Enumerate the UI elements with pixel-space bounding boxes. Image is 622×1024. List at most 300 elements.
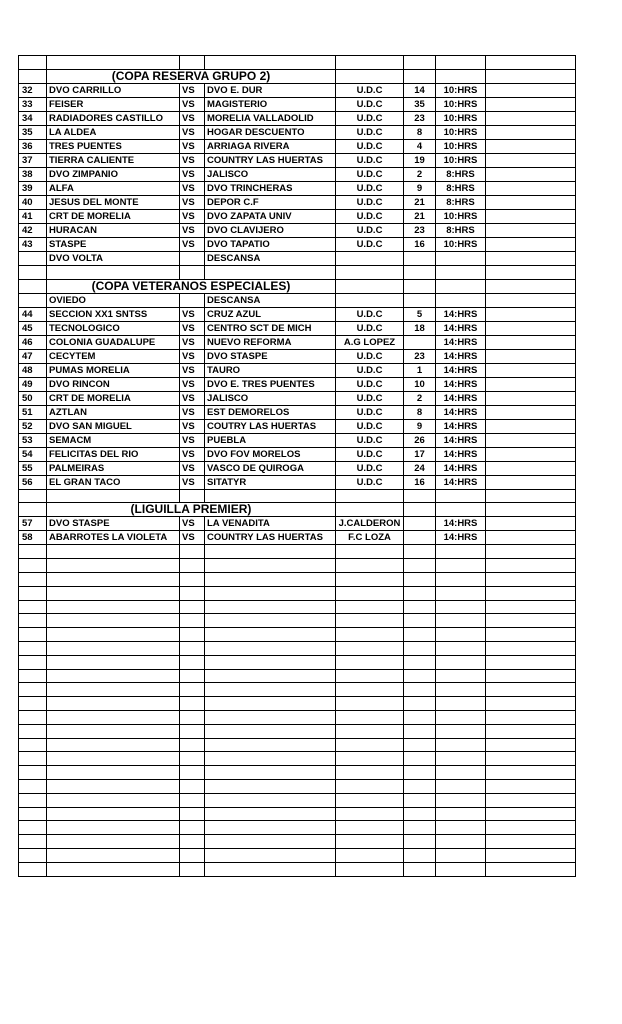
kickoff-time: 14:HRS	[436, 335, 486, 349]
empty-cell	[180, 724, 205, 738]
empty-cell	[205, 848, 336, 862]
empty-cell	[404, 503, 436, 517]
empty-cell	[336, 766, 404, 780]
notes-cell	[486, 209, 576, 223]
notes-cell	[486, 125, 576, 139]
away-team: JALISCO	[205, 391, 336, 405]
field-number: 14	[404, 83, 436, 97]
section-title: (COPA VETERANOS ESPECIALES)	[47, 279, 336, 293]
match-number: 54	[19, 447, 47, 461]
empty-cell	[180, 586, 205, 600]
field-number: 23	[404, 223, 436, 237]
field-number	[404, 293, 436, 307]
away-team: DESCANSA	[205, 251, 336, 265]
away-team: DVO ZAPATA UNIV	[205, 209, 336, 223]
empty-cell	[436, 669, 486, 683]
notes-cell	[486, 377, 576, 391]
home-team: DVO STASPE	[47, 517, 180, 531]
away-team: SITATYR	[205, 475, 336, 489]
empty-cell	[404, 628, 436, 642]
empty-cell	[19, 779, 47, 793]
empty-cell	[486, 697, 576, 711]
home-team: LA ALDEA	[47, 125, 180, 139]
match-number: 37	[19, 153, 47, 167]
empty-cell	[205, 683, 336, 697]
empty-cell	[205, 614, 336, 628]
match-number: 42	[19, 223, 47, 237]
empty-cell	[404, 279, 436, 293]
empty-cell	[336, 614, 404, 628]
kickoff-time	[436, 251, 486, 265]
empty-cell	[336, 503, 404, 517]
empty-cell	[47, 807, 180, 821]
match-row	[19, 419, 576, 433]
vs-label: VS	[180, 391, 205, 405]
match-row	[19, 195, 576, 209]
empty-cell	[404, 683, 436, 697]
match-row	[19, 97, 576, 111]
empty-cell	[336, 821, 404, 835]
blank-row	[19, 628, 576, 642]
notes-cell	[486, 391, 576, 405]
kickoff-time: 14:HRS	[436, 349, 486, 363]
venue: U.D.C	[336, 181, 404, 195]
notes-cell	[486, 405, 576, 419]
vs-label: VS	[180, 153, 205, 167]
kickoff-time: 14:HRS	[436, 433, 486, 447]
empty-cell	[19, 669, 47, 683]
empty-cell	[336, 600, 404, 614]
empty-cell	[180, 265, 205, 279]
away-team: NUEVO REFORMA	[205, 335, 336, 349]
home-team: TIERRA CALIENTE	[47, 153, 180, 167]
empty-cell	[205, 265, 336, 279]
match-number: 33	[19, 97, 47, 111]
empty-cell	[205, 779, 336, 793]
empty-cell	[180, 710, 205, 724]
empty-cell	[436, 559, 486, 573]
blank-row	[19, 572, 576, 586]
kickoff-time: 14:HRS	[436, 447, 486, 461]
empty-cell	[47, 545, 180, 559]
blank-row	[19, 559, 576, 573]
section-title: (LIGUILLA PREMIER)	[47, 503, 336, 517]
empty-cell	[19, 697, 47, 711]
notes-cell	[486, 139, 576, 153]
blank-row	[19, 738, 576, 752]
match-row	[19, 209, 576, 223]
field-number: 5	[404, 307, 436, 321]
blank-row	[19, 56, 576, 70]
field-number: 24	[404, 461, 436, 475]
match-row	[19, 167, 576, 181]
empty-cell	[404, 779, 436, 793]
match-row	[19, 517, 576, 531]
empty-cell	[436, 572, 486, 586]
field-number: 9	[404, 419, 436, 433]
empty-cell	[19, 655, 47, 669]
kickoff-time: 14:HRS	[436, 475, 486, 489]
field-number: 9	[404, 181, 436, 195]
notes-cell	[486, 475, 576, 489]
venue: U.D.C	[336, 349, 404, 363]
match-number: 44	[19, 307, 47, 321]
empty-cell	[404, 600, 436, 614]
match-number: 49	[19, 377, 47, 391]
match-row	[19, 405, 576, 419]
empty-cell	[180, 807, 205, 821]
empty-cell	[436, 766, 486, 780]
venue: U.D.C	[336, 83, 404, 97]
empty-cell	[180, 628, 205, 642]
empty-cell	[336, 710, 404, 724]
empty-cell	[205, 628, 336, 642]
match-number: 52	[19, 419, 47, 433]
venue: U.D.C	[336, 195, 404, 209]
vs-label: VS	[180, 139, 205, 153]
away-team: DVO FOV MORELOS	[205, 447, 336, 461]
empty-cell	[404, 655, 436, 669]
empty-cell	[205, 793, 336, 807]
vs-label: VS	[180, 181, 205, 195]
home-team: HURACAN	[47, 223, 180, 237]
venue: U.D.C	[336, 391, 404, 405]
home-team: ABARROTES LA VIOLETA	[47, 531, 180, 545]
notes-cell	[486, 349, 576, 363]
field-number: 16	[404, 475, 436, 489]
away-team: COUNTRY LAS HUERTAS	[205, 531, 336, 545]
empty-cell	[205, 586, 336, 600]
away-team: DESCANSA	[205, 293, 336, 307]
blank-row	[19, 862, 576, 876]
empty-cell	[486, 489, 576, 503]
empty-cell	[19, 586, 47, 600]
home-team: DVO ZIMPANIO	[47, 167, 180, 181]
notes-cell	[486, 153, 576, 167]
kickoff-time: 10:HRS	[436, 83, 486, 97]
home-team: ALFA	[47, 181, 180, 195]
home-team: RADIADORES CASTILLO	[47, 111, 180, 125]
match-row	[19, 251, 576, 265]
empty-cell	[336, 279, 404, 293]
venue	[336, 293, 404, 307]
kickoff-time	[436, 293, 486, 307]
match-row	[19, 293, 576, 307]
empty-cell	[205, 559, 336, 573]
vs-label: VS	[180, 377, 205, 391]
match-number: 38	[19, 167, 47, 181]
home-team: DVO CARRILLO	[47, 83, 180, 97]
vs-label: VS	[180, 167, 205, 181]
empty-cell	[205, 724, 336, 738]
blank-row	[19, 779, 576, 793]
empty-cell	[19, 766, 47, 780]
empty-cell	[180, 614, 205, 628]
empty-cell	[19, 614, 47, 628]
vs-label: VS	[180, 209, 205, 223]
empty-cell	[180, 793, 205, 807]
empty-cell	[180, 669, 205, 683]
empty-cell	[486, 69, 576, 83]
field-number: 18	[404, 321, 436, 335]
vs-label: VS	[180, 475, 205, 489]
away-team: ARRIAGA RIVERA	[205, 139, 336, 153]
empty-cell	[47, 600, 180, 614]
notes-cell	[486, 517, 576, 531]
away-team: DVO CLAVIJERO	[205, 223, 336, 237]
empty-cell	[486, 628, 576, 642]
match-row	[19, 153, 576, 167]
notes-cell	[486, 111, 576, 125]
match-row	[19, 83, 576, 97]
empty-cell	[336, 641, 404, 655]
away-team: DVO E. TRES PUENTES	[205, 377, 336, 391]
empty-cell	[47, 862, 180, 876]
vs-label: VS	[180, 83, 205, 97]
field-number: 19	[404, 153, 436, 167]
empty-cell	[404, 489, 436, 503]
venue: U.D.C	[336, 363, 404, 377]
empty-cell	[47, 614, 180, 628]
empty-cell	[404, 724, 436, 738]
empty-cell	[47, 848, 180, 862]
field-number: 35	[404, 97, 436, 111]
empty-cell	[19, 848, 47, 862]
field-number: 4	[404, 139, 436, 153]
vs-label: VS	[180, 97, 205, 111]
empty-cell	[486, 683, 576, 697]
match-number	[19, 251, 47, 265]
home-team: SECCION XX1 SNTSS	[47, 307, 180, 321]
match-number: 34	[19, 111, 47, 125]
empty-cell	[336, 697, 404, 711]
vs-label: VS	[180, 419, 205, 433]
empty-cell	[404, 572, 436, 586]
match-row	[19, 321, 576, 335]
empty-cell	[180, 600, 205, 614]
away-team: DVO E. DUR	[205, 83, 336, 97]
match-number: 45	[19, 321, 47, 335]
empty-cell	[336, 489, 404, 503]
empty-cell	[19, 710, 47, 724]
match-number: 35	[19, 125, 47, 139]
empty-cell	[205, 697, 336, 711]
venue: U.D.C	[336, 433, 404, 447]
field-number: 26	[404, 433, 436, 447]
empty-cell	[47, 766, 180, 780]
empty-cell	[47, 265, 180, 279]
empty-cell	[404, 559, 436, 573]
empty-cell	[486, 821, 576, 835]
empty-cell	[19, 56, 47, 70]
empty-cell	[336, 779, 404, 793]
home-team: PUMAS MORELIA	[47, 363, 180, 377]
kickoff-time: 10:HRS	[436, 139, 486, 153]
empty-cell	[436, 503, 486, 517]
match-number: 53	[19, 433, 47, 447]
kickoff-time: 14:HRS	[436, 405, 486, 419]
notes-cell	[486, 223, 576, 237]
empty-cell	[180, 835, 205, 849]
empty-cell	[47, 641, 180, 655]
empty-cell	[47, 697, 180, 711]
vs-label: VS	[180, 321, 205, 335]
field-number: 1	[404, 363, 436, 377]
empty-cell	[47, 779, 180, 793]
empty-cell	[436, 752, 486, 766]
vs-label: VS	[180, 335, 205, 349]
blank-row	[19, 614, 576, 628]
empty-cell	[47, 793, 180, 807]
empty-cell	[436, 265, 486, 279]
empty-cell	[180, 683, 205, 697]
empty-cell	[19, 835, 47, 849]
kickoff-time: 14:HRS	[436, 531, 486, 545]
blank-row	[19, 669, 576, 683]
kickoff-time: 14:HRS	[436, 307, 486, 321]
empty-cell	[336, 545, 404, 559]
empty-cell	[486, 848, 576, 862]
venue: A.G LOPEZ	[336, 335, 404, 349]
match-row	[19, 223, 576, 237]
field-number: 2	[404, 167, 436, 181]
match-number: 51	[19, 405, 47, 419]
match-number: 47	[19, 349, 47, 363]
empty-cell	[19, 641, 47, 655]
vs-label: VS	[180, 461, 205, 475]
kickoff-time: 8:HRS	[436, 223, 486, 237]
vs-label: VS	[180, 111, 205, 125]
empty-cell	[486, 766, 576, 780]
blank-row	[19, 683, 576, 697]
empty-cell	[47, 628, 180, 642]
home-team: FELICITAS DEL RIO	[47, 447, 180, 461]
empty-cell	[205, 738, 336, 752]
away-team: TAURO	[205, 363, 336, 377]
empty-cell	[180, 738, 205, 752]
home-team: EL GRAN TACO	[47, 475, 180, 489]
match-number: 36	[19, 139, 47, 153]
vs-label: VS	[180, 195, 205, 209]
notes-cell	[486, 167, 576, 181]
blank-row	[19, 848, 576, 862]
vs-label	[180, 293, 205, 307]
match-row	[19, 335, 576, 349]
venue: U.D.C	[336, 405, 404, 419]
notes-cell	[486, 251, 576, 265]
venue: U.D.C	[336, 419, 404, 433]
match-row	[19, 531, 576, 545]
match-number: 40	[19, 195, 47, 209]
empty-cell	[336, 559, 404, 573]
empty-cell	[486, 503, 576, 517]
vs-label: VS	[180, 517, 205, 531]
empty-cell	[436, 835, 486, 849]
empty-cell	[486, 655, 576, 669]
spacer-row	[19, 545, 576, 559]
empty-cell	[336, 265, 404, 279]
section-title-row	[19, 279, 576, 293]
notes-cell	[486, 531, 576, 545]
empty-cell	[205, 655, 336, 669]
home-team: STASPE	[47, 237, 180, 251]
empty-cell	[19, 683, 47, 697]
empty-cell	[404, 710, 436, 724]
empty-cell	[486, 724, 576, 738]
away-team: HOGAR DESCUENTO	[205, 125, 336, 139]
empty-cell	[486, 752, 576, 766]
blank-row	[19, 807, 576, 821]
empty-cell	[205, 710, 336, 724]
home-team: CECYTEM	[47, 349, 180, 363]
field-number	[404, 335, 436, 349]
empty-cell	[205, 56, 336, 70]
empty-cell	[336, 586, 404, 600]
empty-cell	[180, 56, 205, 70]
match-row	[19, 125, 576, 139]
empty-cell	[404, 821, 436, 835]
home-team: COLONIA GUADALUPE	[47, 335, 180, 349]
field-number: 23	[404, 111, 436, 125]
empty-cell	[180, 559, 205, 573]
empty-cell	[47, 559, 180, 573]
empty-cell	[336, 724, 404, 738]
empty-cell	[19, 752, 47, 766]
away-team: CENTRO SCT DE MICH	[205, 321, 336, 335]
section-title-row	[19, 69, 576, 83]
empty-cell	[436, 628, 486, 642]
empty-cell	[486, 545, 576, 559]
field-number: 21	[404, 195, 436, 209]
empty-cell	[436, 848, 486, 862]
vs-label: VS	[180, 531, 205, 545]
kickoff-time: 10:HRS	[436, 125, 486, 139]
empty-cell	[436, 862, 486, 876]
empty-cell	[486, 710, 576, 724]
empty-cell	[336, 683, 404, 697]
empty-cell	[486, 279, 576, 293]
notes-cell	[486, 433, 576, 447]
empty-cell	[47, 821, 180, 835]
notes-cell	[486, 83, 576, 97]
kickoff-time: 14:HRS	[436, 321, 486, 335]
empty-cell	[47, 489, 180, 503]
venue: U.D.C	[336, 447, 404, 461]
empty-cell	[436, 69, 486, 83]
notes-cell	[486, 97, 576, 111]
notes-cell	[486, 335, 576, 349]
blank-row	[19, 793, 576, 807]
empty-cell	[205, 862, 336, 876]
empty-cell	[404, 752, 436, 766]
empty-cell	[19, 862, 47, 876]
notes-cell	[486, 293, 576, 307]
empty-cell	[436, 793, 486, 807]
match-row	[19, 447, 576, 461]
empty-cell	[336, 848, 404, 862]
empty-cell	[404, 738, 436, 752]
venue: U.D.C	[336, 223, 404, 237]
match-number: 55	[19, 461, 47, 475]
match-row	[19, 111, 576, 125]
away-team: DVO TRINCHERAS	[205, 181, 336, 195]
home-team: CRT DE MORELIA	[47, 391, 180, 405]
venue: U.D.C	[336, 475, 404, 489]
blank-row	[19, 835, 576, 849]
empty-cell	[47, 724, 180, 738]
empty-cell	[205, 545, 336, 559]
blank-row	[19, 821, 576, 835]
